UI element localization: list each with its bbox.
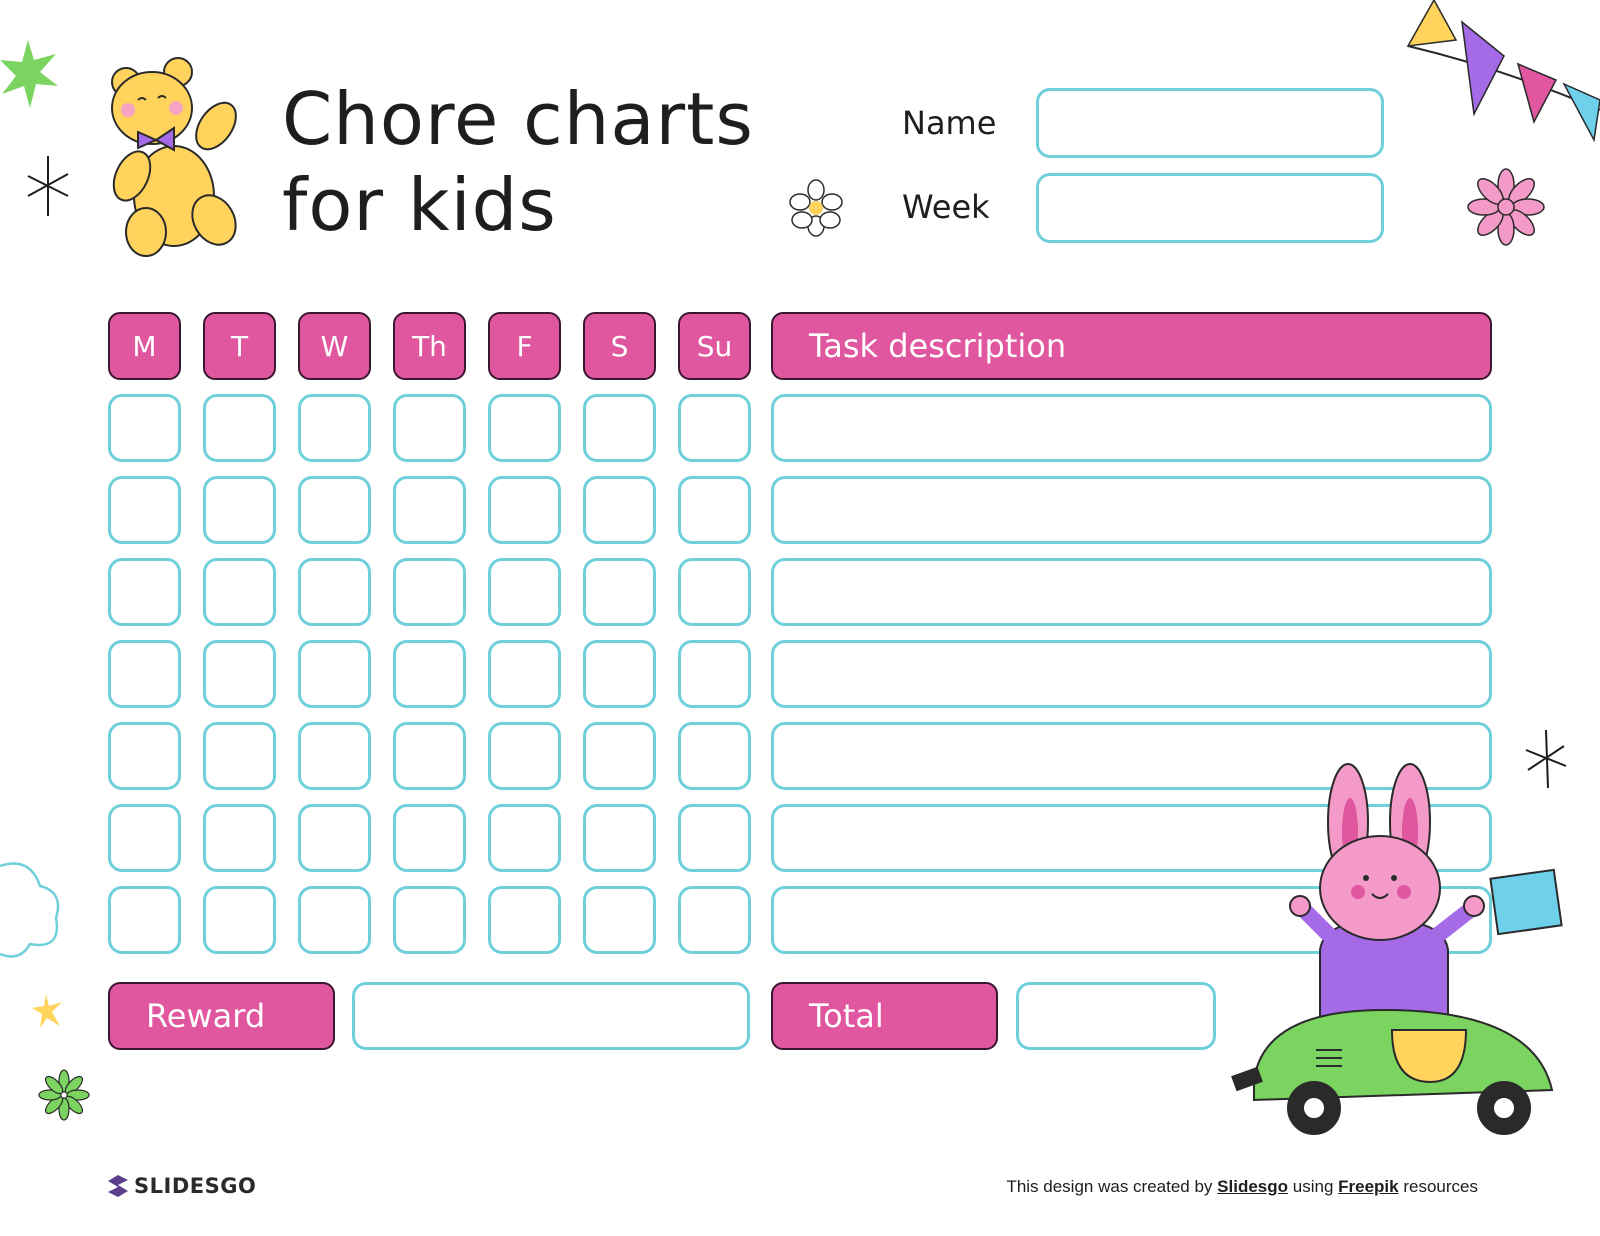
- day-checkbox[interactable]: [108, 394, 181, 462]
- week-label: Week: [902, 188, 990, 226]
- day-checkbox[interactable]: [583, 558, 656, 626]
- day-checkbox[interactable]: [203, 476, 276, 544]
- day-checkbox[interactable]: [678, 640, 751, 708]
- day-checkbox[interactable]: [488, 722, 561, 790]
- total-label: Total: [771, 982, 998, 1050]
- day-checkbox[interactable]: [393, 886, 466, 954]
- name-label: Name: [902, 104, 997, 142]
- task-description-field[interactable]: [771, 640, 1492, 708]
- total-field[interactable]: [1016, 982, 1216, 1050]
- day-checkbox[interactable]: [203, 722, 276, 790]
- day-checkbox[interactable]: [678, 804, 751, 872]
- day-checkbox[interactable]: [583, 722, 656, 790]
- day-header: F: [488, 312, 561, 380]
- day-checkbox[interactable]: [298, 722, 371, 790]
- sparkle-icon: [28, 156, 68, 216]
- day-header: M: [108, 312, 181, 380]
- day-checkbox[interactable]: [583, 886, 656, 954]
- credit-suffix: resources: [1403, 1177, 1478, 1196]
- brand-name: SLIDESGO: [134, 1174, 257, 1198]
- reward-field[interactable]: [352, 982, 750, 1050]
- day-header: Su: [678, 312, 751, 380]
- day-checkbox[interactable]: [203, 394, 276, 462]
- day-checkbox[interactable]: [393, 558, 466, 626]
- day-checkbox[interactable]: [678, 886, 751, 954]
- day-checkbox[interactable]: [393, 722, 466, 790]
- flower-icon: [1470, 170, 1542, 244]
- reward-label: Reward: [108, 982, 335, 1050]
- day-checkbox[interactable]: [488, 476, 561, 544]
- sparkle-icon: [32, 994, 62, 1028]
- daisy-icon: [790, 180, 842, 236]
- task-description-header: Task description: [771, 312, 1492, 380]
- day-checkbox[interactable]: [583, 640, 656, 708]
- day-checkbox[interactable]: [678, 722, 751, 790]
- day-checkbox[interactable]: [203, 640, 276, 708]
- day-checkbox[interactable]: [298, 886, 371, 954]
- star-burst-icon: [40, 1070, 88, 1120]
- day-header: T: [203, 312, 276, 380]
- page-title: [282, 76, 754, 248]
- day-checkbox[interactable]: [583, 394, 656, 462]
- day-checkbox[interactable]: [298, 476, 371, 544]
- teddy-bear-icon: [104, 56, 244, 260]
- cloud-icon: [0, 862, 62, 958]
- bunting-icon: [1408, 0, 1600, 140]
- day-checkbox[interactable]: [488, 640, 561, 708]
- day-checkbox[interactable]: [298, 804, 371, 872]
- task-description-field[interactable]: [771, 476, 1492, 544]
- slidesgo-brand: [108, 1174, 256, 1198]
- credit-prefix: This design was created by: [1006, 1177, 1213, 1196]
- week-field[interactable]: [1036, 173, 1384, 243]
- star-burst-icon: [0, 40, 60, 110]
- day-checkbox[interactable]: [393, 394, 466, 462]
- day-checkbox[interactable]: [298, 394, 371, 462]
- day-checkbox[interactable]: [488, 886, 561, 954]
- day-checkbox[interactable]: [203, 558, 276, 626]
- day-header: S: [583, 312, 656, 380]
- day-checkbox[interactable]: [488, 804, 561, 872]
- credit-middle: using: [1292, 1177, 1334, 1196]
- day-checkbox[interactable]: [298, 558, 371, 626]
- task-description-field[interactable]: [771, 394, 1492, 462]
- credit-line: [1006, 1177, 1478, 1197]
- day-checkbox[interactable]: [108, 804, 181, 872]
- day-checkbox[interactable]: [203, 886, 276, 954]
- slidesgo-link[interactable]: Slidesgo: [1217, 1177, 1289, 1196]
- day-checkbox[interactable]: [393, 476, 466, 544]
- bunny-car-icon: [1234, 760, 1574, 1162]
- name-field[interactable]: [1036, 88, 1384, 158]
- day-checkbox[interactable]: [108, 886, 181, 954]
- day-checkbox[interactable]: [488, 394, 561, 462]
- day-checkbox[interactable]: [678, 394, 751, 462]
- day-checkbox[interactable]: [678, 476, 751, 544]
- day-checkbox[interactable]: [583, 476, 656, 544]
- day-checkbox[interactable]: [108, 558, 181, 626]
- day-checkbox[interactable]: [108, 476, 181, 544]
- day-checkbox[interactable]: [678, 558, 751, 626]
- title-line-1: Chore charts: [282, 77, 754, 161]
- day-checkbox[interactable]: [203, 804, 276, 872]
- task-description-field[interactable]: [771, 558, 1492, 626]
- slidesgo-logo-icon: [108, 1175, 128, 1197]
- day-checkbox[interactable]: [488, 558, 561, 626]
- day-checkbox[interactable]: [393, 804, 466, 872]
- day-checkbox[interactable]: [298, 640, 371, 708]
- day-checkbox[interactable]: [108, 722, 181, 790]
- day-checkbox[interactable]: [393, 640, 466, 708]
- day-header: W: [298, 312, 371, 380]
- day-checkbox[interactable]: [583, 804, 656, 872]
- day-checkbox[interactable]: [108, 640, 181, 708]
- freepik-link[interactable]: Freepik: [1338, 1177, 1399, 1196]
- day-header: Th: [393, 312, 466, 380]
- title-line-2: for kids: [282, 163, 557, 247]
